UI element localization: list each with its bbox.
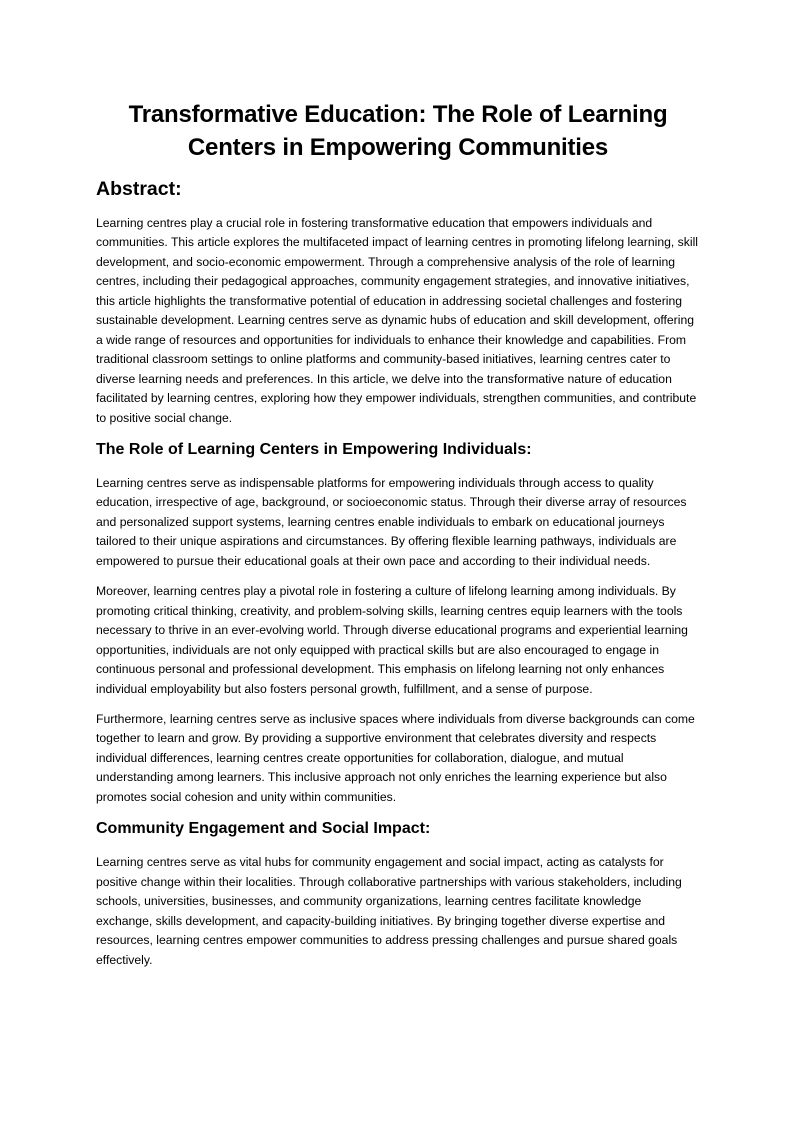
abstract-heading: Abstract: (96, 178, 182, 200)
paragraph: Learning centres serve as vital hubs for community engagement and social impact, acting as catalysts for positive change within their localities. Through collaborative partnerships with various stakeholders, including schools, universities, businesses, and community organizations, learning centres facilitate knowledge exchange, skills development, and capacity-building initiatives. By bringing together diverse expertise and resources, learning centres empower communities to address pressing challenges and pursue shared goals effectively. (96, 855, 682, 967)
paragraph: Furthermore, learning centres serve as inclusive spaces where individuals from diverse backgrounds can come together to learn and grow. By providing a supportive environment that celebrates diversity and respects individual differences, learning centres create opportunities for collaboration, dialogue, and mutual understanding among learners. This inclusive approach not only enriches the learning experience but also promotes social cohesion and unity within communities. (96, 711, 695, 804)
page-title: Transformative Education: The Role of Learning Centers in Empowering Communities (128, 101, 668, 161)
paragraph: Moreover, learning centres play a pivotal role in fostering a culture of lifelong learning among individuals. By promoting critical thinking, creativity, and problem-solving skills, learning centres equip learners with the tools necessary to thrive in an ever-evolving world. Through diverse educational programs and experiential learning opportunities, individuals are not only equipped with practical skills but are also encouraged to engage in continuous personal and professional development. This emphasis on lifelong learning not only enhances individual employability but also fosters personal growth, fulfillment, and a sense of purpose. (96, 584, 688, 696)
section-heading-individuals: The Role of Learning Centers in Empowering Individuals: (96, 440, 532, 458)
paragraph: Learning centres serve as indispensable platforms for empowering individuals through access to quality education, irrespective of age, background, or socioeconomic status. Through their diverse array of resources and personalized support systems, learning centres enable individuals to embark on educational journeys tailored to their unique aspirations and circumstances. By offering flexible learning pathways, individuals are empowered to pursue their educational goals at their own pace and according to their individual needs. (96, 475, 687, 568)
abstract-paragraph: Learning centres play a crucial role in fostering transformative education that empowers individuals and communities. This article explores the multifaceted impact of learning centres in promoting lifelong learning, skill development, and socio-economic empowerment. Through a comprehensive analysis of the role of learning centres, including their pedagogical approaches, community engagement strategies, and innovative initiatives, this article highlights the transformative potential of education in addressing societal challenges and fostering sustainable development. Learning centres serve as dynamic hubs of education and skill development, offering a wide range of resources and opportunities for individuals to enhance their knowledge and capabilities. From traditional classroom settings to online platforms and community-based initiatives, learning centres cater to diverse learning needs and preferences. In this article, we delve into the transformative nature of education facilitated by learning centres, exploring how they empower individuals, strengthen communities, and contribute to positive social change. (96, 216, 698, 425)
document-page (96, 0, 700, 970)
section-heading-community: Community Engagement and Social Impact: (96, 820, 431, 838)
